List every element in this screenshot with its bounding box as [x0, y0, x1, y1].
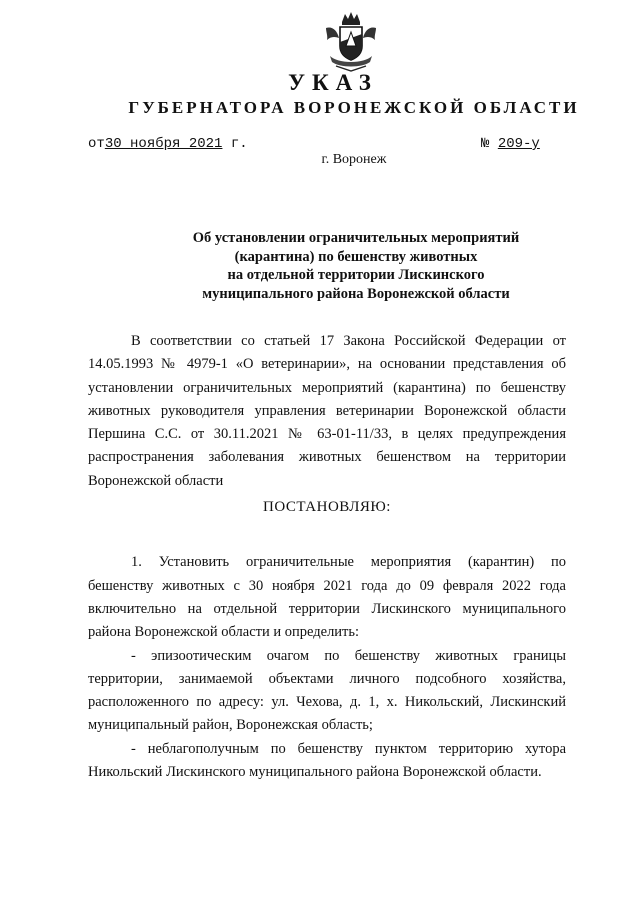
city-line: г. Воронеж — [321, 152, 387, 167]
number-line — [481, 136, 594, 152]
subject-line: на отдельной территории Лискинского — [227, 267, 485, 283]
date-value: 30 ноября 2021 — [104, 136, 223, 152]
date-line — [88, 136, 248, 152]
document-body — [88, 330, 566, 784]
date-prefix: от — [88, 136, 105, 152]
item-paragraph: 1. Установить ограничительные мероприятия (карантин) по бешенству животных с 30 ноября 2021 года до 09 февраля 2022 года включительно на отдельной территории Лискинского муниципального района Воронежской области и определить: — [88, 554, 566, 641]
decree-word: ПОСТАНОВЛЯЮ: — [263, 499, 391, 516]
number-label: № — [481, 136, 490, 152]
coat-of-arms-icon — [322, 10, 380, 72]
subject-line: Об установлении ограничительных мероприятий — [192, 230, 520, 246]
date-suffix: г. — [222, 136, 248, 152]
preamble-paragraph: В соответствии со статьей 17 Закона Российской Федерации от 14.05.1993 № 4979-1 «О ветеринарии», на основании представления об установлении ограничительных мероприятий (карантина) по бешенству животных руководителя управления ветеринарии Воронежской области Першина С.С. от 30.11.2021 № 63-01-11/33, в целях предупреждения распространения заболевания животных бешенством на территории Воронежской области — [88, 333, 566, 489]
document-type-title: УКАЗ — [288, 70, 378, 95]
item-paragraph: - неблагополучным по бешенству пунктом территорию хутора Никольский Лискинского муниципального района Воронежской области. — [88, 740, 566, 781]
number-value: 209-у — [497, 136, 540, 152]
subject-line: (карантина) по бешенству животных — [234, 248, 478, 265]
item-paragraph: - эпизоотическим очагом по бешенству животных границы территории, занимаемой объектами личного подсобного хозяйства, расположенного по адресу: ул. Чехова, д. 1, х. Никольский, Лискинский муниципальный район, Воронежская область; — [88, 647, 566, 734]
subject-line: муниципального района Воронежской области — [202, 285, 510, 302]
issuer-title: ГУБЕРНАТОРА ВОРОНЕЖСКОЙ ОБЛАСТИ — [128, 98, 580, 117]
subject-heading — [150, 229, 562, 303]
